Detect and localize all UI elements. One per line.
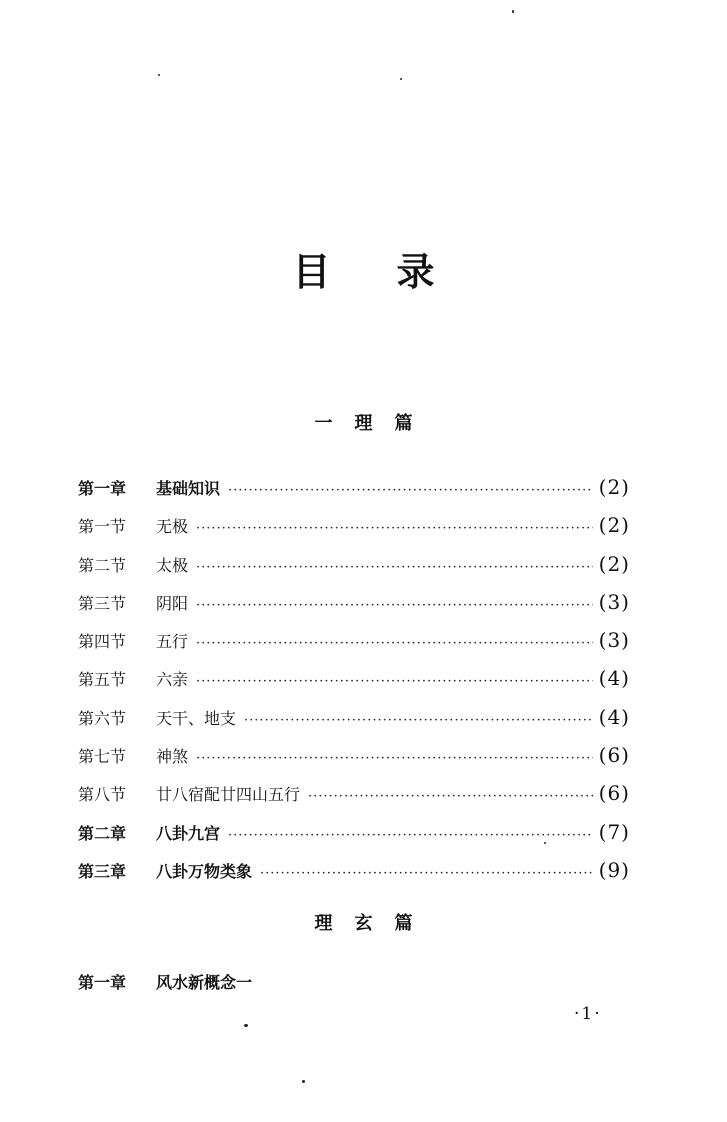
toc-list-section-2 (78, 964, 630, 1002)
toc-entry-section-7[interactable] (78, 736, 630, 774)
scan-speck (158, 74, 160, 76)
toc-entry-page: (2) (598, 551, 630, 576)
toc-entry-chapter-2[interactable] (78, 813, 630, 851)
toc-entry-number: 第三节 (78, 593, 127, 613)
toc-entry-number: 第三章 (78, 861, 127, 881)
toc-leader-dots (228, 817, 593, 855)
toc-entry-number: 第七节 (78, 747, 127, 767)
scan-speck (244, 1024, 248, 1027)
toc-entry-page: (3) (598, 589, 630, 614)
toc-entry-page: (9) (598, 857, 630, 882)
toc-entry-page: (6) (598, 743, 630, 768)
toc-entry-section-3[interactable] (78, 583, 630, 621)
toc-entry-page: (2) (598, 513, 630, 538)
toc-entry-number: 第一章 (78, 479, 127, 498)
toc-entry-section-8[interactable] (78, 774, 630, 812)
scan-speck (544, 842, 546, 844)
toc-entry-page: (2) (598, 475, 630, 499)
toc-leader-dots (308, 778, 593, 816)
toc-entry-page: (6) (598, 781, 630, 806)
toc-list-section-1 (78, 468, 630, 889)
toc-entry-chapter-3[interactable] (78, 851, 630, 889)
scan-speck (400, 78, 402, 80)
toc-leader-dots (228, 472, 593, 510)
toc-entry-title: 风水新概念一 (156, 973, 253, 992)
section-heading-yi-li: 一理篇 (314, 413, 435, 434)
toc-entry-title: 阴阳 (156, 593, 189, 613)
toc-entry-section-5[interactable] (78, 659, 630, 697)
toc-entry-number: 第四节 (78, 632, 127, 652)
toc-entry-title: 神煞 (156, 747, 189, 767)
toc-entry-title: 无极 (156, 517, 189, 537)
toc-entry-title: 六亲 (156, 670, 189, 690)
toc-entry-title: 天干、地支 (156, 708, 237, 728)
toc-entry-section-2[interactable] (78, 545, 630, 583)
toc-entry-section-6[interactable] (78, 698, 630, 736)
toc-entry-section-4[interactable] (78, 621, 630, 659)
toc-leader-dots (244, 702, 593, 740)
section-heading-li-xuan: 理玄篇 (314, 913, 435, 934)
toc-entry-number: 第一章 (78, 973, 127, 992)
toc-entry-number: 第二章 (78, 823, 127, 843)
toc-entry-page: (7) (598, 819, 630, 844)
toc-entry-number: 第二节 (78, 555, 127, 575)
toc-leader-dots (196, 625, 593, 663)
toc-entry-section-1[interactable] (78, 506, 630, 544)
toc-entry-title: 八卦万物类象 (156, 861, 253, 881)
toc-entry-chapter-1[interactable] (78, 468, 630, 506)
page-number: ·1· (574, 1004, 602, 1024)
toc-entry-page: (4) (598, 704, 630, 729)
toc-entry-number: 第八节 (78, 785, 127, 805)
toc-leader-dots (196, 587, 593, 625)
toc-entry-chapter-1-part-2[interactable] (78, 964, 630, 1002)
toc-leader-dots (260, 855, 593, 893)
toc-entry-title: 八卦九宫 (156, 823, 221, 843)
page-title: 目录 (292, 250, 501, 294)
scan-speck (512, 10, 514, 13)
toc-entry-page: (4) (598, 666, 630, 691)
toc-entry-number: 第六节 (78, 708, 127, 728)
toc-leader-dots (196, 663, 593, 701)
toc-entry-title: 廿八宿配廿四山五行 (156, 785, 301, 805)
toc-leader-dots (196, 549, 593, 587)
toc-entry-title: 太极 (156, 555, 189, 575)
toc-entry-number: 第五节 (78, 670, 127, 690)
toc-leader-dots (196, 510, 593, 548)
toc-entry-page: (3) (598, 628, 630, 653)
toc-entry-number: 第一节 (78, 517, 127, 537)
toc-leader-dots (196, 740, 593, 778)
toc-entry-title: 基础知识 (156, 479, 221, 498)
scan-speck (302, 1080, 305, 1083)
toc-entry-title: 五行 (156, 632, 189, 652)
